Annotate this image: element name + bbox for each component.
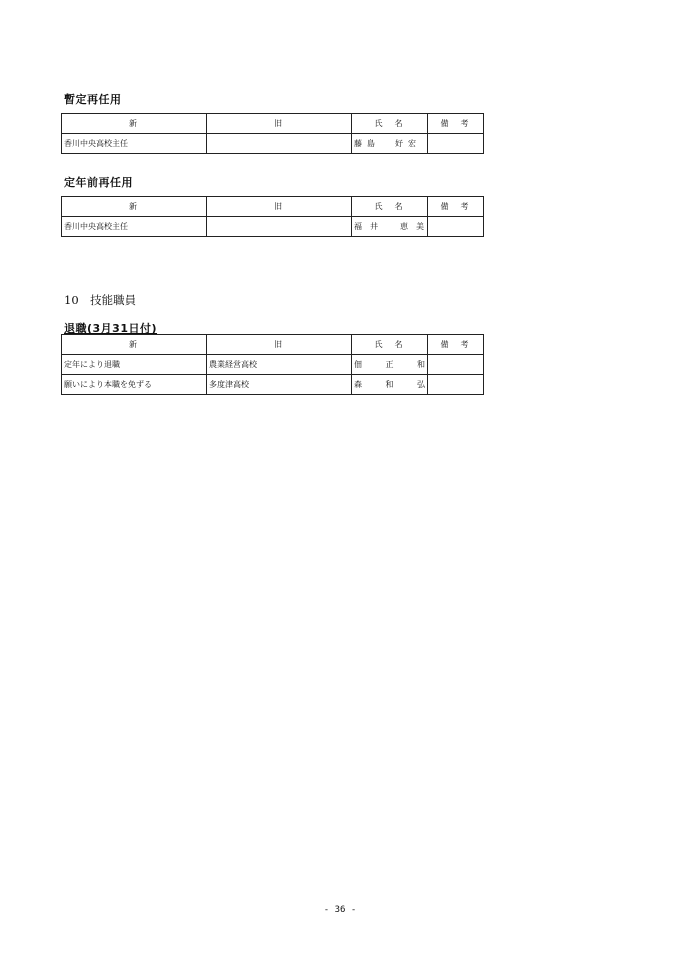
cell-note: [428, 217, 484, 237]
table-row: [62, 375, 484, 395]
col-header-name: 氏 名: [352, 114, 428, 134]
page-number: - 36 -: [323, 905, 357, 915]
name-char: 島: [367, 139, 375, 148]
table-provisional-reappointment: [61, 113, 484, 154]
col-header-new: 新: [62, 114, 207, 134]
section-title-technical-staff: 10 技能職員: [64, 293, 137, 307]
name-char: 好: [395, 139, 403, 148]
table-header-row: [62, 114, 484, 134]
cell-name: [352, 355, 428, 375]
table-pre-retirement-reappointment: [61, 196, 484, 237]
section-heading-retirement: 退職(3月31日付): [64, 322, 158, 335]
name-char: 井: [370, 222, 378, 231]
cell-old: [207, 134, 352, 154]
name-char: 弘: [417, 380, 425, 389]
name-char: 宏: [408, 139, 416, 148]
cell-name: [352, 217, 428, 237]
col-header-name: 氏 名: [352, 335, 428, 355]
col-header-new: 新: [62, 335, 207, 355]
name-char: 正: [385, 360, 394, 369]
cell-note: [428, 375, 484, 395]
table-row: [62, 134, 484, 154]
col-header-note: 備 考: [428, 335, 484, 355]
name-char: 美: [416, 222, 424, 231]
col-header-new: 新: [62, 197, 207, 217]
table-header-row: [62, 335, 484, 355]
cell-name: [352, 375, 428, 395]
table-retirement: [61, 334, 484, 395]
col-header-old: 旧: [207, 114, 352, 134]
cell-old: 農業経営高校: [207, 355, 352, 375]
cell-note: [428, 134, 484, 154]
cell-new: 香川中央高校主任: [62, 134, 207, 154]
table-row: [62, 217, 484, 237]
table-header-row: [62, 197, 484, 217]
col-header-name: 氏 名: [352, 197, 428, 217]
name-char: 佃: [354, 360, 362, 369]
cell-new: 願いにより本職を免ずる: [62, 375, 207, 395]
name-char: 恵: [400, 222, 408, 231]
table-row: [62, 355, 484, 375]
col-header-note: 備 考: [428, 114, 484, 134]
section-heading-pre-retirement-reappointment: 定年前再任用: [64, 176, 133, 189]
cell-old: 多度津高校: [207, 375, 352, 395]
cell-new: 定年により退職: [62, 355, 207, 375]
cell-new: 香川中央高校主任: [62, 217, 207, 237]
section-heading-provisional-reappointment: 暫定再任用: [64, 93, 122, 106]
name-char: 藤: [354, 139, 362, 148]
name-char: 和: [417, 360, 425, 369]
col-header-old: 旧: [207, 335, 352, 355]
name-char: 森: [354, 380, 362, 389]
cell-old: [207, 217, 352, 237]
cell-name: [352, 134, 428, 154]
col-header-old: 旧: [207, 197, 352, 217]
name-char: 福: [354, 222, 362, 231]
col-header-note: 備 考: [428, 197, 484, 217]
name-char: 和: [385, 380, 394, 389]
cell-note: [428, 355, 484, 375]
